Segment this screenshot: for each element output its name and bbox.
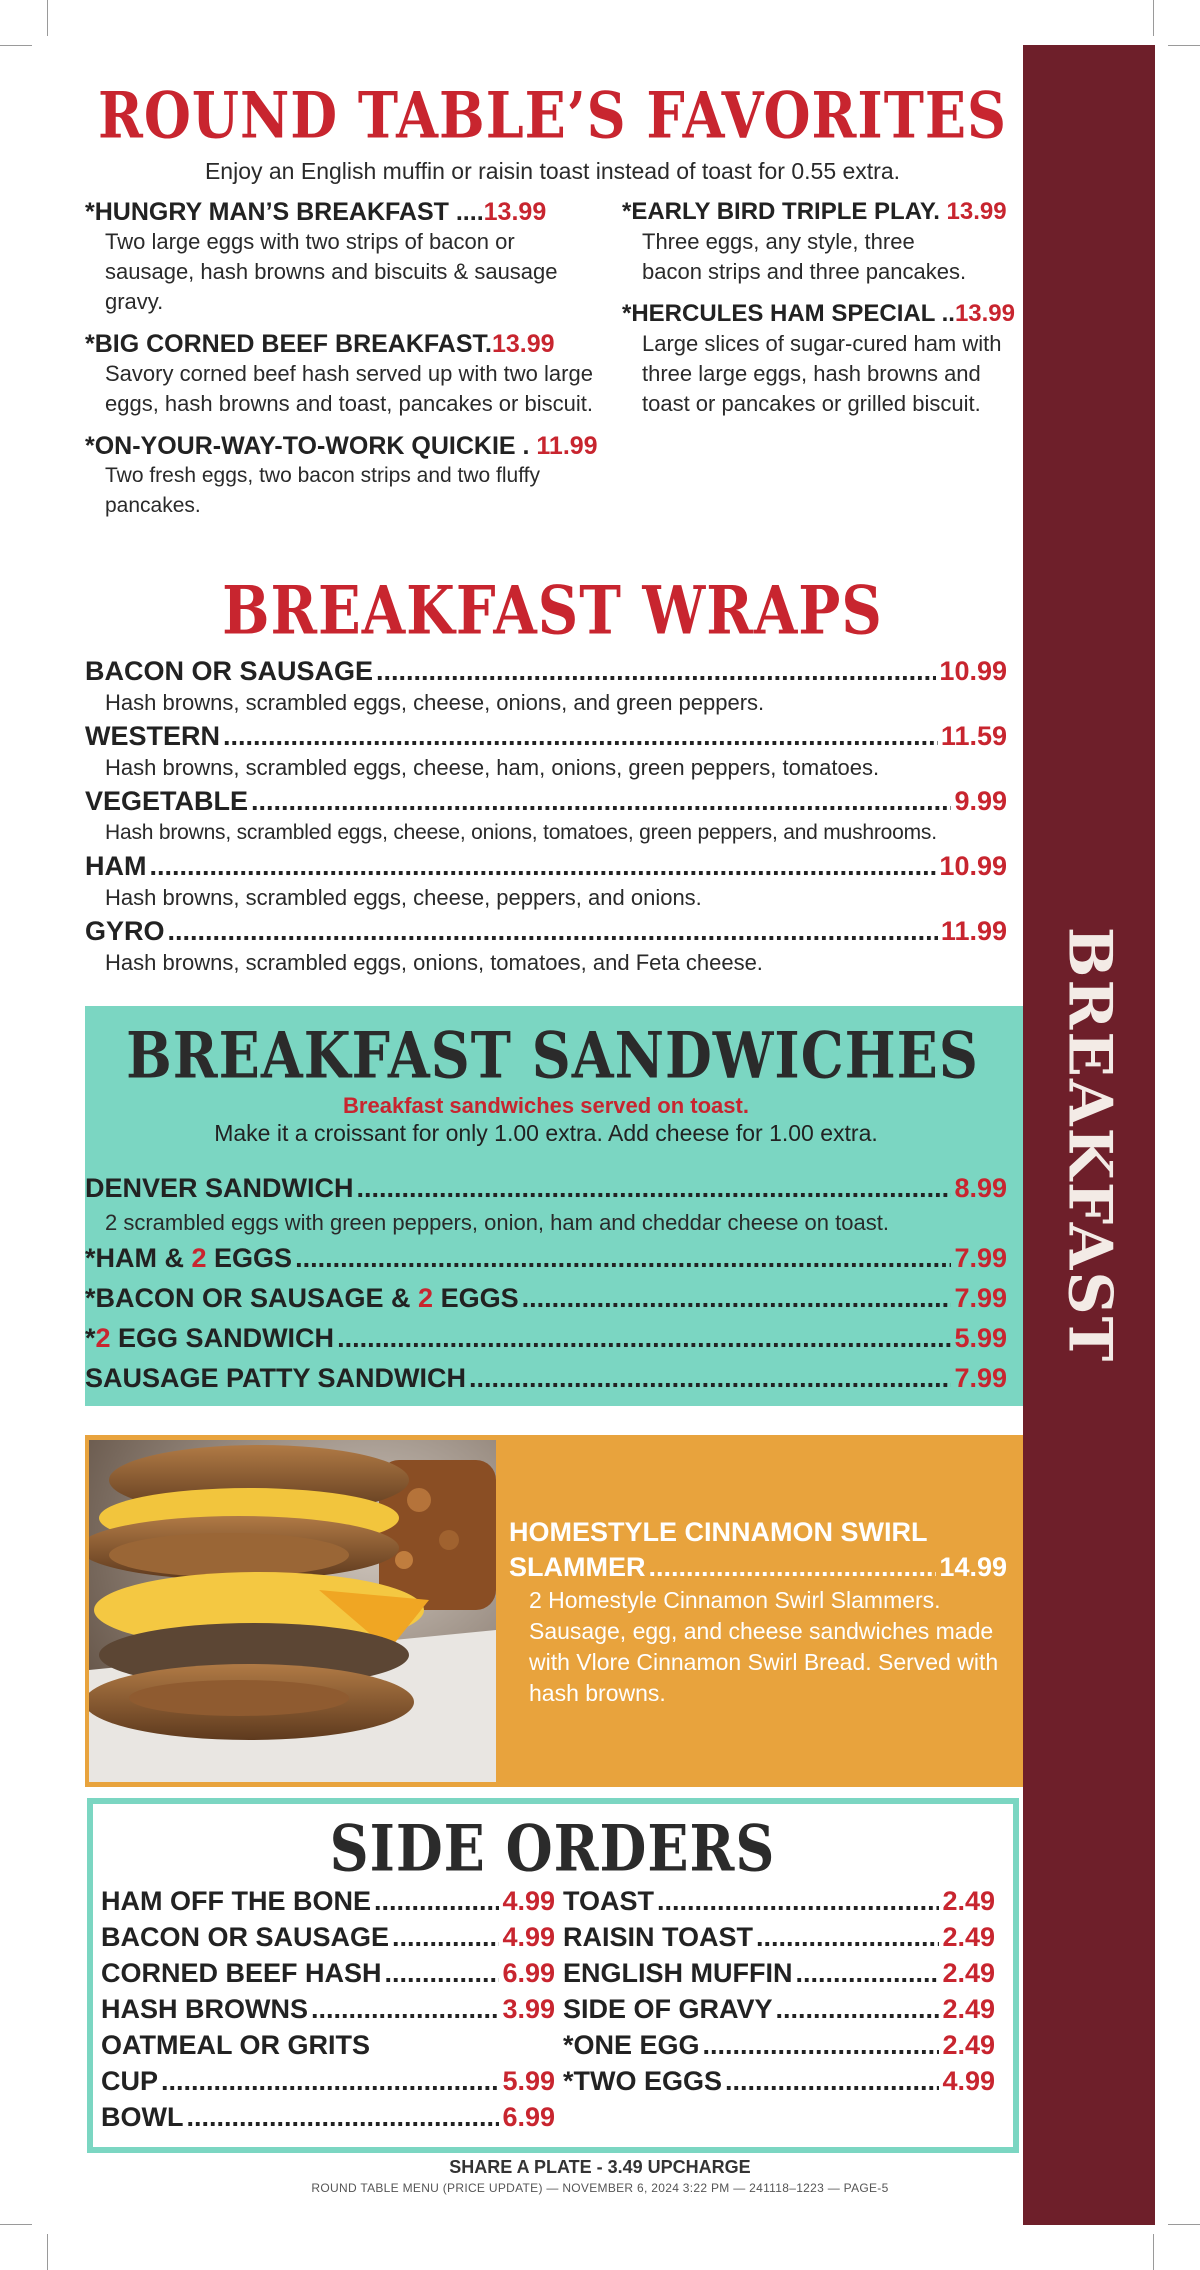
item-description: Hash browns, scrambled eggs, onions, tomatoes, and Feta cheese. — [105, 950, 763, 975]
item-name: ENGLISH MUFFIN — [563, 1958, 793, 1988]
favorites-note: Enjoy an English muffin or raisin toast instead of toast for 0.55 extra. — [204, 158, 901, 184]
item-name: BACON OR SAUSAGE — [85, 656, 374, 686]
side-orders-left-column — [101, 1883, 555, 2135]
item-row — [85, 1278, 1007, 1318]
item-row — [101, 1883, 555, 1919]
item-row — [101, 1919, 555, 1955]
item-row — [101, 1955, 555, 1991]
leader-dots — [337, 1318, 951, 1358]
crop-mark — [1168, 45, 1200, 46]
item-price: 2.49 — [942, 1958, 995, 1988]
leader-dots — [796, 1955, 940, 1991]
item-description: Large slices of sugar-cured ham with three large eggs, hash browns and toast or pancakes or grilled biscuit. — [642, 331, 1002, 416]
item-name: *2 EGG SANDWICH — [85, 1323, 335, 1353]
crop-mark — [1168, 2224, 1200, 2225]
leader-dots — [756, 1919, 939, 1955]
menu-item — [85, 720, 1007, 782]
item-name: TOAST — [563, 1886, 655, 1916]
item-price: 2.49 — [942, 1886, 995, 1916]
sandwiches-subtitle: Breakfast sandwiches served on toast. — [343, 1093, 749, 1118]
item-price: 13.99 — [954, 300, 1015, 327]
item-price: 13.99 — [483, 198, 547, 226]
favorites-title: ROUND TABLE’S FAVORITES — [97, 77, 1008, 153]
item-price: 11.99 — [536, 432, 598, 460]
sidebar-label-wrap — [1030, 926, 1148, 1364]
item-description: Savory corned beef hash served up with two large eggs, hash browns and toast, pancakes or biscuit. — [105, 361, 593, 416]
item-price: 5.99 — [954, 1323, 1007, 1353]
side-orders-title: SIDE ORDERS — [329, 1810, 776, 1886]
share-plate-note: SHARE A PLATE - 3.49 UPCHARGE — [449, 2157, 751, 2177]
leader-dots — [251, 785, 951, 818]
item-row — [85, 915, 1007, 948]
item-row — [85, 1358, 1007, 1398]
sandwiches-list — [85, 1168, 1007, 1398]
side-orders-right-column — [563, 1883, 995, 2099]
item-name: CORNED BEEF HASH — [101, 1958, 382, 1988]
item-description: Hash browns, scrambled eggs, cheese, ham, onions, green peppers, tomatoes. — [105, 755, 880, 780]
item-name: HASH BROWNS — [101, 1994, 308, 2024]
leader-dots — [392, 1919, 499, 1955]
leader-dots — [295, 1238, 951, 1278]
leader-dots — [469, 1358, 951, 1398]
crop-mark — [0, 45, 32, 46]
leader-dots — [657, 1883, 939, 1919]
item-price: 2.49 — [942, 1922, 995, 1952]
item-description: 2 scrambled eggs with green peppers, onion, ham and cheddar cheese on toast. — [105, 1210, 889, 1235]
item-name: SAUSAGE PATTY SANDWICH — [85, 1363, 467, 1393]
item-description: Two large eggs with two strips of bacon or sausage, hash browns and biscuits & sausage gravy. — [105, 229, 558, 314]
menu-item — [85, 431, 625, 521]
item-name: CUP — [101, 2066, 159, 2096]
item-row — [563, 2063, 995, 2099]
leader-dots — [376, 655, 936, 688]
leader-dots — [703, 2027, 940, 2063]
leader-dots — [725, 2063, 939, 2099]
leader-dots — [385, 1955, 500, 1991]
item-price: 7.99 — [954, 1243, 1007, 1273]
item-price: 2.49 — [942, 1994, 995, 2024]
item-name-line: HOMESTYLE CINNAMON SWIRL — [509, 1517, 928, 1547]
crop-mark — [1153, 2234, 1154, 2270]
item-name: RAISIN TOAST — [563, 1922, 754, 1952]
item-price: 13.99 — [491, 330, 555, 358]
leader-dots — [649, 1550, 937, 1585]
item-description: Hash browns, scrambled eggs, cheese, peppers, and onions. — [105, 885, 702, 910]
item-price: 6.99 — [502, 1958, 555, 1988]
item-name: SIDE OF GRAVY — [563, 1994, 773, 2024]
item-name: DENVER SANDWICH — [85, 1173, 354, 1203]
item-row — [85, 1168, 1007, 1208]
menu-item — [85, 197, 625, 317]
item-row — [563, 1991, 995, 2027]
cinnamon-slammer-item — [509, 1515, 1007, 1709]
item-price: 2.49 — [942, 2030, 995, 2060]
item-name: *EARLY BIRD TRIPLE PLAY. 13.99 — [622, 198, 1007, 225]
item-row — [101, 2027, 555, 2063]
item-price: 4.99 — [942, 2066, 995, 2096]
item-name: *HAM & 2 EGGS — [85, 1243, 293, 1273]
item-row — [85, 1238, 1007, 1278]
item-price: 9.99 — [954, 786, 1007, 816]
item-description: Hash browns, scrambled eggs, cheese, onions, and green peppers. — [105, 690, 765, 715]
crop-mark — [0, 2224, 32, 2225]
sandwich-photo — [89, 1440, 496, 1782]
menu-item — [85, 655, 1007, 717]
item-price: 11.59 — [940, 721, 1007, 751]
item-price: 6.99 — [502, 2102, 555, 2132]
item-name: OATMEAL OR GRITS — [101, 2030, 370, 2060]
item-price: 5.99 — [502, 2066, 555, 2096]
item-name: VEGETABLE — [85, 786, 249, 816]
item-name: BACON OR SAUSAGE — [101, 1922, 390, 1952]
sidebar-label: BREAKFAST — [1054, 926, 1124, 1364]
wraps-title: BREAKFAST WRAPS — [222, 572, 883, 650]
item-row — [85, 850, 1007, 883]
item-price: 4.99 — [502, 1922, 555, 1952]
leader-dots — [776, 1991, 940, 2027]
item-name: SLAMMER — [509, 1552, 646, 1582]
leader-dots — [168, 915, 938, 948]
item-price: 8.99 — [954, 1173, 1007, 1203]
menu-item — [85, 850, 1007, 912]
item-price: 14.99 — [939, 1552, 1007, 1582]
leader-dots — [186, 2099, 499, 2135]
item-name: GYRO — [85, 916, 165, 946]
item-row — [563, 1883, 995, 1919]
item-row — [85, 1318, 1007, 1358]
item-name: *ON-YOUR-WAY-TO-WORK QUICKIE . 11.99 — [85, 432, 598, 460]
item-price: 10.99 — [939, 656, 1007, 686]
print-info: ROUND TABLE MENU (PRICE UPDATE) — NOVEMBER 6, 2024 3:22 PM — 241118–1223 — PAGE-5 — [311, 2181, 889, 2195]
item-row — [563, 1919, 995, 1955]
sandwiches-title: BREAKFAST SANDWICHES — [126, 1017, 979, 1093]
menu-item — [85, 915, 1007, 977]
item-price: 13.99 — [946, 198, 1007, 225]
item-price: 4.99 — [502, 1886, 555, 1916]
leader-dots — [161, 2063, 499, 2099]
favorites-right-column — [622, 197, 1022, 431]
item-description: Hash browns, scrambled eggs, cheese, onions, tomatoes, green peppers, and mushrooms. — [105, 821, 937, 844]
item-name: *HUNGRY MAN’S BREAKFAST ....13.99 — [85, 198, 547, 226]
item-row — [563, 2027, 995, 2063]
item-name: HAM OFF THE BONE — [101, 1886, 371, 1916]
crop-mark — [1153, 0, 1154, 36]
item-price: 10.99 — [939, 851, 1007, 881]
item-price: 3.99 — [502, 1994, 555, 2024]
item-row — [85, 785, 1007, 818]
item-price: 7.99 — [954, 1283, 1007, 1313]
leader-dots — [522, 1278, 952, 1318]
sandwich-photo-illustration — [89, 1440, 496, 1782]
item-name: *BIG CORNED BEEF BREAKFAST.13.99 — [85, 330, 555, 358]
menu-item — [85, 329, 625, 419]
favorites-left-column — [85, 197, 625, 533]
item-name: *ONE EGG — [563, 2030, 700, 2060]
item-price: 11.99 — [940, 916, 1007, 946]
item-row — [509, 1550, 1007, 1585]
item-name: *TWO EGGS — [563, 2066, 723, 2096]
leader-dots — [311, 1991, 499, 2027]
menu-item — [622, 197, 1022, 287]
item-price: 7.99 — [954, 1363, 1007, 1393]
menu-item — [85, 1168, 1007, 1238]
leader-dots — [357, 1168, 952, 1208]
leader-dots — [223, 720, 938, 753]
leader-dots — [150, 850, 937, 883]
crop-mark — [47, 2234, 48, 2270]
wraps-list — [85, 655, 1007, 977]
item-name: HAM — [85, 851, 147, 881]
item-row — [85, 655, 1007, 688]
item-name: BOWL — [101, 2102, 184, 2132]
item-row — [563, 1955, 995, 1991]
item-row — [101, 2063, 555, 2099]
item-description: 2 Homestyle Cinnamon Swirl Slammers. Sausage, egg, and cheese sandwiches made with Vlore Cinnamon Swirl Bread. Served with hash browns. — [529, 1587, 999, 1706]
item-row — [85, 720, 1007, 753]
item-name: WESTERN — [85, 721, 220, 751]
menu-item — [622, 299, 1022, 419]
item-description: Three eggs, any style, three bacon strips and three pancakes. — [642, 229, 967, 284]
item-row — [101, 2099, 555, 2135]
menu-item — [85, 785, 1007, 847]
item-row — [101, 1991, 555, 2027]
item-name: *HERCULES HAM SPECIAL ..13.99 — [622, 300, 1015, 327]
crop-mark — [47, 0, 48, 36]
sandwiches-note: Make it a croissant for only 1.00 extra. Add cheese for 1.00 extra. — [214, 1120, 878, 1146]
leader-dots — [374, 1883, 499, 1919]
item-name: *BACON OR SAUSAGE & 2 EGGS — [85, 1283, 519, 1313]
item-description: Two fresh eggs, two bacon strips and two fluffy pancakes. — [105, 464, 541, 517]
